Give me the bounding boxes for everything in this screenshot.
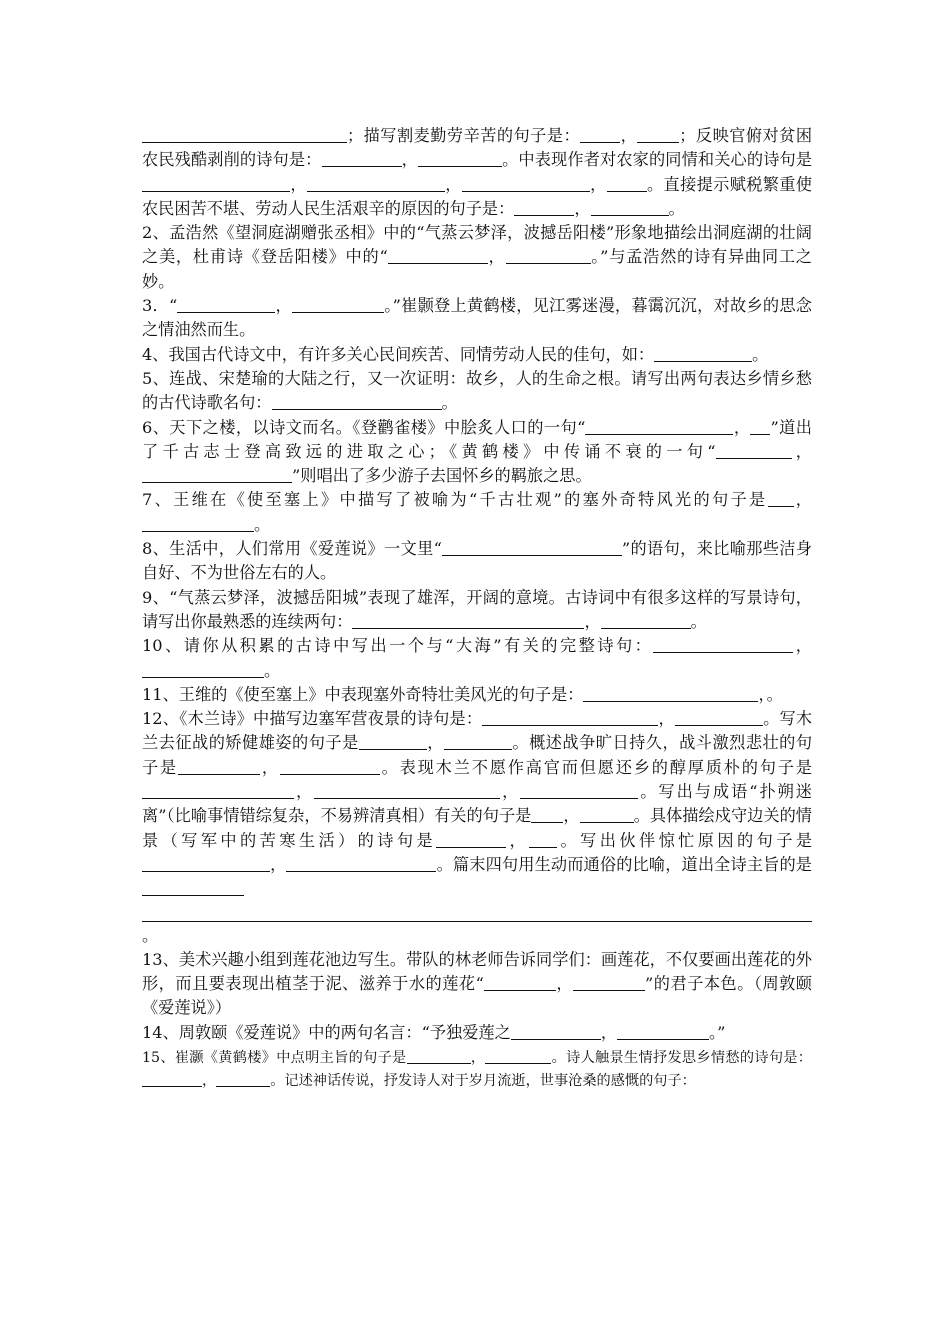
punct: ， (793, 490, 812, 510)
punct: ， (733, 417, 751, 437)
answer-blank[interactable] (531, 807, 563, 823)
answer-blank[interactable] (444, 734, 512, 750)
answer-blank[interactable] (142, 856, 270, 872)
question-text: 。概述战争旷日持久，战斗激烈悲壮的句子是 (142, 733, 813, 777)
answer-blank[interactable] (580, 127, 620, 143)
question-13 (142, 948, 812, 1021)
question-text: 。直接提示赋税繁重使农民困苦不堪、劳动人民生活艰辛的原因的句子是： (142, 174, 813, 218)
answer-blank[interactable] (716, 443, 792, 459)
question-text: 。具体描绘戍守边关的情景（写军中的苦寒生活）的诗句是 (142, 806, 812, 850)
punct: ， (563, 806, 580, 826)
question-6 (142, 416, 812, 489)
question-5 (142, 367, 812, 416)
answer-blank[interactable] (529, 832, 557, 848)
punct: ， (574, 198, 591, 218)
question-12-end (142, 924, 812, 948)
punct: ， (658, 709, 675, 729)
question-text: 。表现木兰不愿作高官而但愿还乡的醇厚质朴的句子是 (379, 757, 813, 777)
answer-blank[interactable] (436, 832, 506, 848)
answer-blank[interactable] (585, 419, 733, 435)
punct: 。 (254, 514, 271, 534)
answer-blank[interactable] (601, 613, 691, 629)
answer-blank[interactable] (307, 176, 445, 192)
punct: ， (600, 1022, 617, 1042)
full-width-answer-line[interactable] (142, 920, 812, 922)
punct: 。” (709, 1022, 726, 1042)
answer-blank[interactable] (142, 880, 244, 896)
question-text: 。诗人触景生情抒发思乡情愁的诗句是： (551, 1049, 812, 1066)
punct: ， (202, 1072, 217, 1089)
answer-blank[interactable] (750, 419, 770, 435)
answer-blank[interactable] (482, 710, 658, 726)
answer-blank[interactable] (359, 734, 427, 750)
question-text: ；描写割麦勤劳辛苦的句子是： (347, 126, 581, 145)
question-14 (142, 1021, 812, 1045)
answer-blank[interactable] (407, 1048, 471, 1064)
punct: 。 (766, 684, 783, 704)
punct: ， (589, 174, 607, 194)
question-text: 9、“气蒸云梦泽，波撼岳阳城”表现了雄浑，开阔的意境。古诗词中有很多这样的写景诗句，请写出你最熟悉的连续两句： (142, 587, 812, 631)
answer-blank[interactable] (142, 467, 292, 483)
answer-blank[interactable] (142, 127, 347, 143)
question-text: 。中表现作者对农家的同情和关心的诗句是 (501, 150, 813, 170)
punct: 。 (264, 660, 281, 680)
question-text: 。”崔颢登上黄鹤楼，见江雾迷漫，暮霭沉沉，对故乡的思念之情油然而生。 (142, 296, 812, 340)
question-text: 13、美术兴趣小组到莲花池边写生。带队的林老师告诉同学们：画莲花，不仅要画出莲花的外形，而且要表现出植茎于泥、滋养于水的莲花“ (142, 949, 812, 994)
answer-blank[interactable] (286, 856, 436, 872)
punct: ， (270, 854, 287, 874)
question-2 (142, 221, 812, 294)
answer-blank[interactable] (314, 783, 500, 799)
question-text: 5、连战、宋楚瑜的大陆之行，又一次证明：故乡，人的生命之根。请写出两句表达乡情乡愁的古代诗歌名句： (142, 368, 812, 413)
question-text: ”道出了千古志士登高致远的进取之心；《黄鹤楼》中传诵不衰的一句“ (142, 417, 812, 461)
question-text: 14、周敦颐《爱莲说》中的两句名言：“予独爱莲之 (142, 1022, 511, 1042)
question-text: 4、我国古代诗文中，有许多关心民间疾苦、同情劳动人民的佳句，如： (142, 344, 655, 364)
punct: ， (290, 174, 307, 194)
question-text: 。篇末四句用生动而通俗的比喻，道出全诗主旨的是 (436, 854, 812, 874)
question-text: 。”与孟浩然的诗有异曲同工之妙。 (142, 247, 812, 291)
answer-blank[interactable] (654, 346, 752, 362)
question-text: 10、请你从积累的古诗中写出一个与“大海”有关的完整诗句： (142, 636, 654, 656)
question-12 (142, 707, 812, 901)
punct: ， (444, 174, 462, 194)
question-text: 6、天下之楼，以诗文而名。《登鹳雀楼》中脍炙人口的一句“ (142, 417, 586, 437)
question-7 (142, 488, 812, 537)
punct: ， (426, 733, 444, 753)
answer-blank[interactable] (216, 1071, 270, 1087)
question-text: ；反映官俯对贫困农民残酷剥削的诗句是： (142, 126, 813, 170)
punct: ， (793, 636, 812, 656)
punct: ， (487, 247, 506, 267)
question-text: 12、《木兰诗》中描写边塞军营夜景的诗句是： (142, 709, 483, 729)
punct: 。 (668, 198, 685, 218)
answer-blank[interactable] (280, 759, 380, 775)
question-15 (142, 1047, 812, 1093)
question-9 (142, 586, 812, 635)
answer-blank[interactable] (573, 975, 645, 991)
question-3 (142, 294, 812, 343)
answer-blank[interactable] (484, 975, 556, 991)
punct: 。 (142, 925, 159, 945)
punct: ， (584, 611, 601, 631)
punct: ， (275, 296, 292, 316)
question-text: ”的君子本色。（周敦颐《爱莲说》） (142, 974, 812, 1018)
punct: ， (791, 441, 812, 461)
question-4 (142, 343, 812, 367)
answer-blank[interactable] (442, 540, 622, 556)
punct: 。 (752, 344, 769, 364)
question-text: 2、孟浩然《望洞庭湖赠张丞相》中的“气蒸云梦泽，波撼岳阳楼”形象地描绘出洞庭湖的壮阔之美，杜甫诗《登岳阳楼》中的“ (142, 223, 812, 267)
answer-blank[interactable] (768, 491, 794, 507)
question-text: 。写出与成语“扑朔迷离”（比喻事情错综复杂，不易辨清真相）有关的句子是 (142, 782, 812, 826)
question-text: 8、生活中，人们常用《爱莲说》一文里“ (142, 539, 442, 559)
answer-blank[interactable] (637, 127, 679, 143)
answer-blank[interactable] (514, 200, 574, 216)
answer-blank[interactable] (142, 1071, 202, 1087)
answer-blank[interactable] (580, 807, 634, 823)
answer-blank[interactable] (418, 151, 502, 167)
question-text: 7、王维在《使至塞上》中描写了被喻为“千古壮观”的塞外奇特风光的句子是 (142, 490, 768, 510)
punct: ， (470, 1049, 486, 1066)
answer-blank[interactable] (177, 297, 275, 313)
punct: ， (506, 830, 530, 850)
answer-blank[interactable] (607, 176, 647, 192)
answer-blank[interactable] (388, 248, 488, 264)
question-text: 。写出伙伴惊忙原因的句子是 (557, 830, 813, 850)
question-text: 3．“ (142, 296, 178, 316)
question-text: ”的语句，来比喻那些洁身自好、不为世俗左右的人。 (142, 539, 812, 583)
worksheet-page (142, 124, 812, 1093)
answer-blank[interactable] (520, 783, 638, 799)
answer-blank[interactable] (462, 176, 590, 192)
question-1-continued (142, 124, 812, 221)
answer-blank[interactable] (142, 176, 290, 192)
answer-blank[interactable] (506, 248, 591, 264)
punct: 。 (690, 611, 707, 631)
punct: ， (758, 684, 767, 704)
question-text: 。写木兰去征战的矫健雄姿的句子是 (142, 709, 813, 753)
question-11 (142, 683, 812, 707)
punct: ， (294, 782, 315, 802)
question-10 (142, 634, 812, 683)
punct: ， (500, 782, 521, 802)
answer-blank[interactable] (511, 1024, 601, 1040)
question-8 (142, 537, 812, 586)
answer-blank[interactable] (142, 783, 294, 799)
question-text: 。记述神话传说，抒发诗人对于岁月流逝，世事沧桑的感慨的句子： (270, 1072, 696, 1089)
answer-blank[interactable] (142, 662, 264, 678)
answer-blank[interactable] (352, 613, 584, 629)
answer-blank[interactable] (142, 516, 254, 532)
answer-blank[interactable] (675, 710, 763, 726)
answer-blank[interactable] (591, 200, 669, 216)
answer-blank[interactable] (178, 759, 260, 775)
punct: ， (401, 150, 418, 170)
answer-blank[interactable] (583, 686, 758, 702)
question-15-block (142, 1047, 812, 1093)
answer-blank[interactable] (653, 637, 793, 653)
question-text: ”则唱出了多少游子去国怀乡的羁旅之思。 (292, 466, 592, 486)
answer-blank[interactable] (617, 1024, 709, 1040)
punct: ， (260, 757, 280, 777)
answer-blank[interactable] (272, 394, 442, 410)
answer-blank[interactable] (322, 151, 402, 167)
punct: ， (555, 974, 574, 994)
punct: ， (620, 126, 638, 145)
question-text: 15、崔灏《黄鹤楼》中点明主旨的句子是 (142, 1049, 407, 1066)
punct: 。 (441, 393, 458, 413)
answer-blank[interactable] (485, 1048, 551, 1064)
answer-blank[interactable] (292, 297, 384, 313)
question-text: 11、王维的《使至塞上》中表现塞外奇特壮美风光的句子是： (142, 684, 584, 704)
